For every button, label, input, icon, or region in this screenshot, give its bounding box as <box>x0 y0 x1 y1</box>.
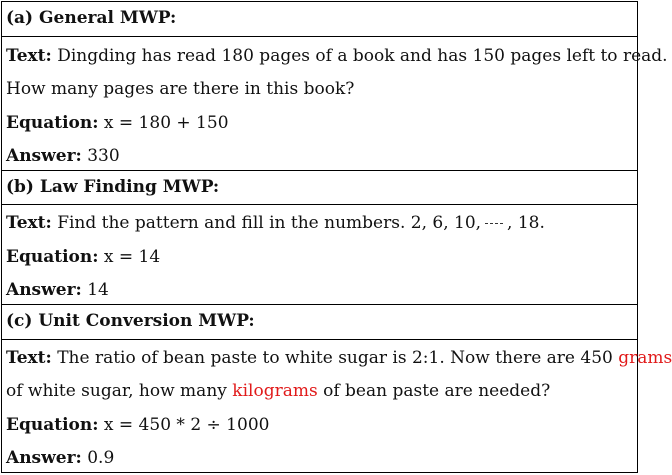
text-content: Find the pattern and fill in the numbers. 2, 6, 10, <box>57 213 482 233</box>
text-content: The ratio of bean paste to white sugar is 2:1. Now there are 450 <box>57 348 613 368</box>
section-c-equation <box>6 415 269 435</box>
section-b-body <box>2 205 637 305</box>
text-content: of bean paste are needed? <box>323 381 551 401</box>
section-c-header <box>2 305 637 340</box>
highlighted-unit: grams <box>618 348 672 368</box>
text-label: Text: <box>6 213 52 233</box>
section-c-title: (c) Unit Conversion MWP: <box>6 311 255 331</box>
section-c-body <box>2 340 672 472</box>
section-c-text-line2 <box>6 381 550 401</box>
section-b-answer <box>6 280 109 300</box>
answer-label: Answer: <box>6 146 82 166</box>
text-content: , 18. <box>507 213 545 233</box>
answer-value: 0.9 <box>87 448 115 468</box>
section-b-title: (b) Law Finding MWP: <box>6 177 220 197</box>
equation-value: x = 180 + 150 <box>103 113 229 133</box>
equation-label: Equation: <box>6 415 99 435</box>
text-content: Dingding has read 180 pages of a book and has 150 pages left to read. <box>57 46 668 66</box>
answer-label: Answer: <box>6 280 82 300</box>
answer-label: Answer: <box>6 448 82 468</box>
fill-blank <box>485 223 503 224</box>
equation-value: x = 14 <box>103 247 161 267</box>
section-a-header <box>2 2 637 37</box>
text-label: Text: <box>6 46 52 66</box>
highlighted-unit: kilograms <box>232 381 318 401</box>
section-a-equation <box>6 113 229 133</box>
equation-value: x = 450 * 2 ÷ 1000 <box>103 415 270 435</box>
answer-value: 330 <box>87 146 120 166</box>
text-label: Text: <box>6 348 52 368</box>
section-c-answer <box>6 448 114 468</box>
text-content: How many pages are there in this book? <box>6 79 355 99</box>
equation-label: Equation: <box>6 113 99 133</box>
examples-table <box>1 1 672 473</box>
section-a-title: (a) General MWP: <box>6 8 177 28</box>
section-a-body <box>2 37 668 171</box>
section-b-header <box>2 171 637 205</box>
section-b-text-line1 <box>6 213 545 233</box>
text-content: of white sugar, how many <box>6 381 227 401</box>
section-b-equation <box>6 247 160 267</box>
equation-label: Equation: <box>6 247 99 267</box>
section-a-text-line2 <box>6 79 354 99</box>
answer-value: 14 <box>87 280 109 300</box>
section-c-text-line1 <box>6 348 672 368</box>
section-a-answer <box>6 146 120 166</box>
section-a-text-line1 <box>6 46 668 66</box>
